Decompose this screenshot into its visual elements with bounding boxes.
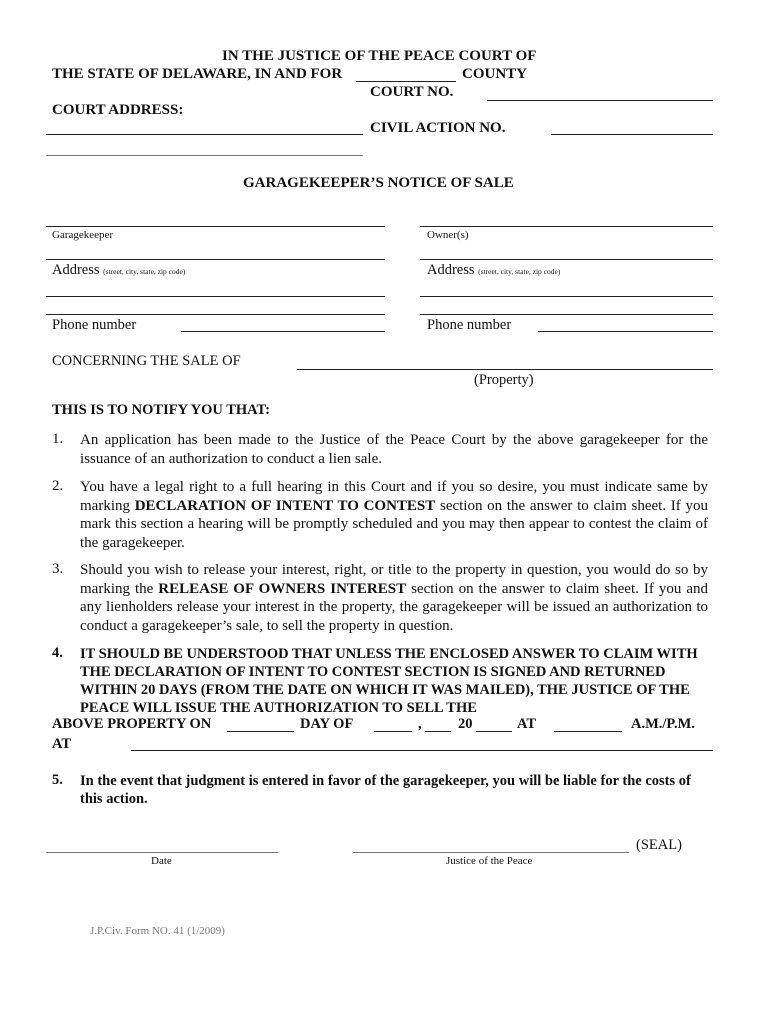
civil-action-label: CIVIL ACTION NO. [370,120,506,136]
owner-address-field-3[interactable] [420,314,713,315]
garagekeeper-address-label: Address (street, city, state, zip code) [52,262,186,278]
civil-action-field[interactable] [551,134,713,135]
comma-label: , [418,716,422,732]
item-1-number: 1. [52,431,64,447]
notify-heading: THIS IS TO NOTIFY YOU THAT: [52,402,270,418]
garagekeeper-phone-label: Phone number [52,317,137,333]
owner-name-field[interactable] [420,226,713,227]
item-5-text: In the event that judgment is entered in favor of the garagekeeper, you will be liable for the costs of this action. [80,773,691,807]
court-no-field[interactable] [487,100,713,101]
form-number: J.P.Civ. Form NO. 41 (1/2009) [90,925,225,937]
court-heading-line1: IN THE JUSTICE OF THE PEACE COURT OF [222,48,537,64]
sale-time-field[interactable] [554,731,622,732]
owner-label: Owner(s) [427,229,469,241]
at-label: AT [517,716,537,732]
justice-signature-field[interactable] [353,852,629,853]
date-label: Date [151,855,172,867]
item-4-number: 4. [52,645,63,661]
above-property-label: ABOVE PROPERTY ON [52,716,212,732]
at-location-label: AT [52,736,72,752]
item-3-text: Should you wish to release your interest, right, or title to the property in question, you would do so by marking the RELEASE OF OWNERS INTEREST section on the answer to claim sheet. If you and any lienholders release your interest in the property, the garagekeeper will be issued an authorization to conduct a garagekeeper’s sale, to sell the property in question. [80,562,708,634]
court-no-label: COURT NO. [370,84,454,100]
property-label: (Property) [474,372,534,388]
sale-date-field[interactable] [227,731,294,732]
owner-address-label: Address (street, city, state, zip code) [427,262,561,278]
garagekeeper-label: Garagekeeper [52,229,114,241]
garagekeeper-address-field-3[interactable] [46,314,385,315]
county-label: COUNTY [462,66,528,82]
property-field[interactable] [297,369,713,370]
sale-month-field-2[interactable] [425,731,451,732]
concerning-label: CONCERNING THE SALE OF [52,353,241,369]
item-5-number: 5. [52,772,63,788]
garagekeeper-phone-field[interactable] [181,331,385,332]
court-address-field-2[interactable] [46,155,363,156]
sale-month-field[interactable] [374,731,412,732]
justice-label: Justice of the Peace [446,855,533,867]
year-prefix: 20 [458,716,473,732]
item-4-text: IT SHOULD BE UNDERSTOOD THAT UNLESS THE ENCLOSED ANSWER TO CLAIM WITH THE DECLARATION OF INTENT TO CONTEST SECTION IS SIGNED AND RETURNED WITHIN 20 DAYS (FROM THE DATE ON WHICH IT WAS MAILED), THE JUSTICE OF THE PEACE WILL ISSUE THE AUTHORIZATION TO SELL THE [80,646,698,716]
sale-year-field[interactable] [476,731,512,732]
item-2-text: You have a legal right to a full hearing in this Court and if you so desire, you must indicate same by marking DECLARATION OF INTENT TO CONTEST section on the answer to claim sheet. If you mark this section a hearing will be promptly scheduled and you may then appear to contest the claim of the garagekeeper. [80,479,708,551]
seal-label: (SEAL) [636,837,682,853]
court-address-field-1[interactable] [46,134,363,135]
owner-address-field-2[interactable] [420,296,713,297]
court-heading-line2: THE STATE OF DELAWARE, IN AND FOR [52,66,343,82]
date-signature-field[interactable] [46,852,278,853]
owner-address-field-1[interactable] [420,259,713,260]
garagekeeper-address-field-1[interactable] [46,259,385,260]
day-of-label: DAY OF [300,716,354,732]
sale-location-field[interactable] [131,750,713,751]
am-pm-label: A.M./P.M. [631,716,695,732]
owner-phone-label: Phone number [427,317,512,333]
item-2-number: 2. [52,478,64,494]
garagekeeper-address-field-2[interactable] [46,296,385,297]
garagekeeper-name-field[interactable] [46,226,385,227]
county-field[interactable] [356,81,456,82]
form-title: GARAGEKEEPER’S NOTICE OF SALE [243,175,514,191]
court-address-label: COURT ADDRESS: [52,102,184,118]
item-1-text: An application has been made to the Justice of the Peace Court by the above garagekeeper for the issuance of an authorization to conduct a lien sale. [80,432,708,467]
owner-phone-field[interactable] [538,331,713,332]
item-3-number: 3. [52,561,64,577]
